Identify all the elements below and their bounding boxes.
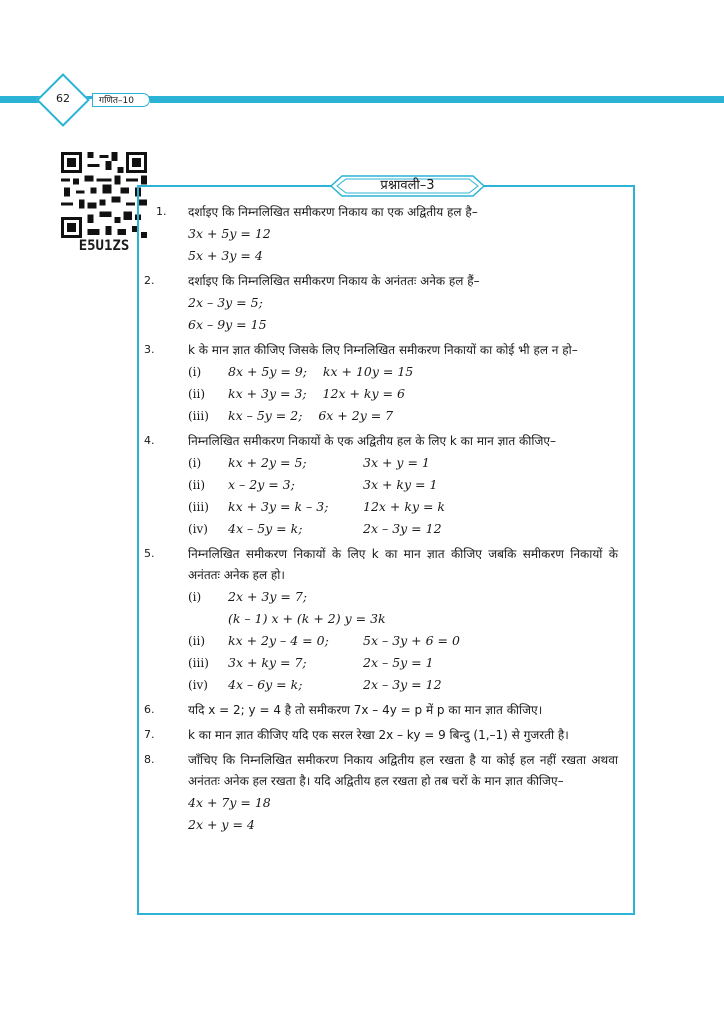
- question-text: k का मान ज्ञात कीजिए यदि एक सरल रेखा 2x – ky = 9 बिन्दु (1,–1) से गुजरती है।: [188, 728, 569, 742]
- part-numeral: (iii): [188, 656, 209, 670]
- page-number: 62: [56, 92, 70, 105]
- exercise-title-box: [330, 175, 485, 197]
- question-6: [144, 700, 618, 721]
- question-4: [144, 431, 618, 540]
- part-numeral: (i): [188, 365, 202, 379]
- question-part: [188, 586, 618, 608]
- exercise-content: [144, 202, 618, 836]
- question-text: दर्शाइए कि निम्नलिखित समीकरण निकाय के अनंततः अनेक हल हैं–: [188, 274, 480, 288]
- part-eq-b: (k – 1) x + (k + 2) y = 3k: [228, 611, 386, 626]
- part-numeral: (ii): [188, 478, 206, 492]
- question-part: [188, 518, 618, 540]
- question-part: [188, 630, 618, 652]
- question-part: [188, 674, 618, 696]
- part-eq-a: kx + 2y – 4 = 0;: [228, 633, 329, 648]
- question-part: [188, 361, 618, 383]
- header-band-right: [150, 96, 724, 103]
- question-2: [144, 271, 618, 336]
- question-7: [144, 725, 618, 746]
- question-text: यदि x = 2; y = 4 है तो समीकरण 7x – 4y = p में p का मान ज्ञात कीजिए।: [188, 703, 543, 717]
- part-numeral: (iii): [188, 500, 209, 514]
- question-3: [144, 340, 618, 427]
- question-part-cont: [188, 608, 618, 630]
- equation: 5x + 3y = 4: [188, 248, 263, 263]
- question-5: [144, 544, 618, 696]
- part-eq-b: 2x – 5y = 1: [363, 655, 434, 670]
- question-part: [188, 383, 618, 405]
- equation: 4x + 7y = 18: [188, 795, 271, 810]
- chapter-tab: गणित–10: [92, 93, 150, 107]
- part-eq-a: 4x – 5y = k;: [228, 521, 303, 536]
- part-eq-a: 4x – 6y = k;: [228, 677, 303, 692]
- question-number: 8.: [144, 753, 155, 766]
- part-eq-a: 3x + ky = 7;: [228, 655, 307, 670]
- part-equations: kx + 3y = 3; 12x + ky = 6: [228, 386, 405, 401]
- question-number: 4.: [144, 434, 155, 447]
- part-eq-b: 3x + ky = 1: [363, 477, 438, 492]
- part-eq-a: kx + 2y = 5;: [228, 455, 307, 470]
- part-numeral: (i): [188, 456, 202, 470]
- part-eq-b: 2x – 3y = 12: [363, 677, 442, 692]
- part-numeral: (ii): [188, 387, 206, 401]
- question-1: [148, 202, 618, 267]
- part-numeral: (iv): [188, 678, 208, 692]
- question-part: [188, 496, 618, 518]
- question-text: k के मान ज्ञात कीजिए जिसके लिए निम्नलिखित समीकरण निकायों का कोई भी हल न हो–: [188, 343, 578, 357]
- question-number: 6.: [144, 703, 155, 716]
- part-eq-b: 12x + ky = k: [363, 499, 446, 514]
- part-eq-b: 5x – 3y + 6 = 0: [363, 633, 460, 648]
- question-number: 3.: [144, 343, 155, 356]
- equation: 6x – 9y = 15: [188, 317, 267, 332]
- part-eq-a: x – 2y = 3;: [228, 477, 295, 492]
- part-eq-b: 2x – 3y = 12: [363, 521, 442, 536]
- question-number: 2.: [144, 274, 155, 287]
- equation: 3x + 5y = 12: [188, 226, 271, 241]
- question-text: जाँचिए कि निम्नलिखित समीकरण निकाय अद्वितीय हल रखता है या कोई हल नहीं रखता अथवा अनंततः अनेक हल रखता है। यदि अद्वितीय हल रखता हो तब चरों के मान ज्ञात कीजिए–: [188, 753, 618, 788]
- question-text: दर्शाइए कि निम्नलिखित समीकरण निकाय का एक अद्वितीय हल है–: [188, 205, 478, 219]
- part-numeral: (i): [188, 590, 202, 604]
- question-number: 7.: [144, 728, 155, 741]
- question-8: [144, 750, 618, 836]
- part-eq-a: 2x + 3y = 7;: [228, 589, 308, 604]
- question-number: 1.: [156, 205, 167, 218]
- part-eq-b: 3x + y = 1: [363, 455, 430, 470]
- equation: 2x – 3y = 5;: [188, 295, 263, 310]
- question-part: [188, 474, 618, 496]
- part-eq-a: kx + 3y = k – 3;: [228, 499, 329, 514]
- part-equations: 8x + 5y = 9; kx + 10y = 15: [228, 364, 414, 379]
- part-numeral: (iv): [188, 522, 208, 536]
- part-numeral: (ii): [188, 634, 206, 648]
- question-part: [188, 452, 618, 474]
- question-text: निम्नलिखित समीकरण निकायों के एक अद्वितीय हल के लिए k का मान ज्ञात कीजिए–: [188, 434, 557, 448]
- part-numeral: (iii): [188, 409, 209, 423]
- equation: 2x + y = 4: [188, 817, 255, 832]
- question-part: [188, 405, 618, 427]
- exercise-title: प्रश्नावली–3: [380, 178, 435, 193]
- question-part: [188, 652, 618, 674]
- part-equations: kx – 5y = 2; 6x + 2y = 7: [228, 408, 394, 423]
- question-text: निम्नलिखित समीकरण निकायों के लिए k का मान ज्ञात कीजिए जबकि समीकरण निकायों के अनंततः अनेक हल हो।: [188, 547, 618, 582]
- qr-code-label: E5U1ZS: [78, 238, 130, 254]
- question-number: 5.: [144, 547, 155, 560]
